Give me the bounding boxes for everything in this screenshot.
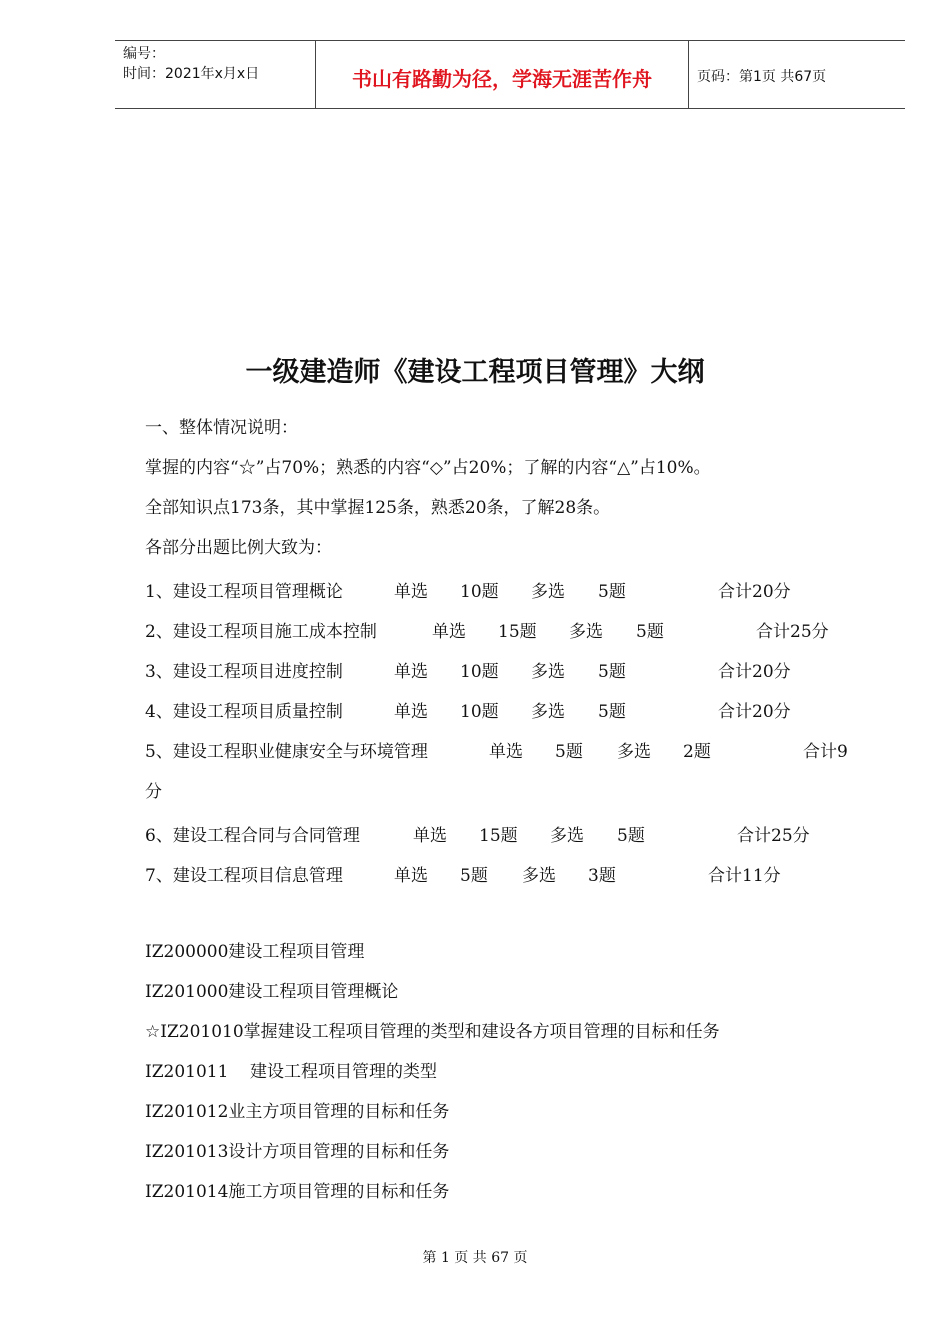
page-header: [115, 40, 905, 109]
distribution-row: [145, 577, 865, 602]
document-title: 一级建造师《建设工程项目管理》大纲: [245, 357, 705, 388]
part-name: 5、建设工程职业健康安全与环境管理: [145, 742, 428, 762]
multi-label: 多选: [522, 866, 556, 886]
single-count: 10题: [460, 702, 499, 722]
outline-item: ☆IZ201010掌握建设工程项目管理的类型和建设各方项目管理的目标和任务: [145, 1022, 720, 1042]
part-name: 2、建设工程项目施工成本控制: [145, 622, 377, 642]
part-name: 3、建设工程项目进度控制: [145, 662, 343, 682]
header-meta-cell: [115, 41, 316, 108]
multi-count: 5题: [598, 702, 626, 722]
total-score: 合计9: [803, 742, 848, 762]
single-label: 单选: [394, 702, 428, 722]
outline-item: IZ201011 建设工程项目管理的类型: [145, 1062, 438, 1082]
outline-item: IZ201013设计方项目管理的目标和任务: [145, 1142, 450, 1162]
motto: 书山有路勤为径，学海无涯苦作舟: [352, 67, 652, 91]
multi-count: 5题: [636, 622, 664, 642]
distribution-row: [145, 737, 865, 762]
header-page-cell: [689, 41, 905, 108]
total-score: 合计20分: [718, 702, 791, 722]
multi-label: 多选: [569, 622, 603, 642]
single-count: 10题: [460, 582, 499, 602]
intro-line: 全部知识点173条，其中掌握125条，熟悉20条，了解28条。: [145, 498, 611, 518]
multi-label: 多选: [531, 582, 565, 602]
total-score: 合计20分: [718, 582, 791, 602]
total-score: 合计25分: [737, 826, 810, 846]
distribution-row: [145, 861, 865, 886]
distribution-row: [145, 617, 865, 642]
single-label: 单选: [413, 826, 447, 846]
single-label: 单选: [394, 582, 428, 602]
multi-label: 多选: [617, 742, 651, 762]
section-heading: 一、整体情况说明：: [145, 418, 298, 438]
multi-label: 多选: [550, 826, 584, 846]
outline-item: IZ201014施工方项目管理的目标和任务: [145, 1182, 450, 1202]
part-name: 4、建设工程项目质量控制: [145, 702, 343, 722]
single-label: 单选: [394, 662, 428, 682]
single-count: 15题: [479, 826, 518, 846]
part-name: 1、建设工程项目管理概论: [145, 582, 343, 602]
page-info: 页码：第1页 共67页: [697, 69, 827, 85]
multi-label: 多选: [531, 662, 565, 682]
multi-count: 5题: [598, 582, 626, 602]
single-count: 10题: [460, 662, 499, 682]
single-label: 单选: [432, 622, 466, 642]
multi-count: 5题: [598, 662, 626, 682]
distribution-row: [145, 697, 865, 722]
header-motto-cell: [316, 41, 689, 108]
intro-line: 掌握的内容“☆”占70%；熟悉的内容“◇”占20%；了解的内容“△”占10%。: [145, 458, 711, 478]
part-name: 7、建设工程项目信息管理: [145, 866, 343, 886]
time-label: 时间：2021年x月x日: [123, 66, 260, 82]
outline-item: IZ201012业主方项目管理的目标和任务: [145, 1102, 450, 1122]
multi-label: 多选: [531, 702, 565, 722]
single-label: 单选: [394, 866, 428, 886]
outline-item: IZ200000建设工程项目管理: [145, 942, 365, 962]
total-score: 合计11分: [708, 866, 781, 886]
total-score: 合计25分: [756, 622, 829, 642]
total-score-wrap: 分: [145, 782, 162, 802]
intro-line: 各部分出题比例大致为：: [145, 538, 332, 558]
outline-item: IZ201000建设工程项目管理概论: [145, 982, 399, 1002]
single-label: 单选: [489, 742, 523, 762]
total-score: 合计20分: [718, 662, 791, 682]
single-count: 15题: [498, 622, 537, 642]
single-count: 5题: [555, 742, 583, 762]
multi-count: 3题: [588, 866, 616, 886]
multi-count: 5题: [617, 826, 645, 846]
distribution-row: [145, 657, 865, 682]
single-count: 5题: [460, 866, 488, 886]
serial-label: 编号：: [123, 46, 165, 62]
page-footer: 第 1 页 共 67 页: [422, 1250, 528, 1266]
multi-count: 2题: [683, 742, 711, 762]
distribution-row: [145, 821, 865, 846]
part-name: 6、建设工程合同与合同管理: [145, 826, 360, 846]
